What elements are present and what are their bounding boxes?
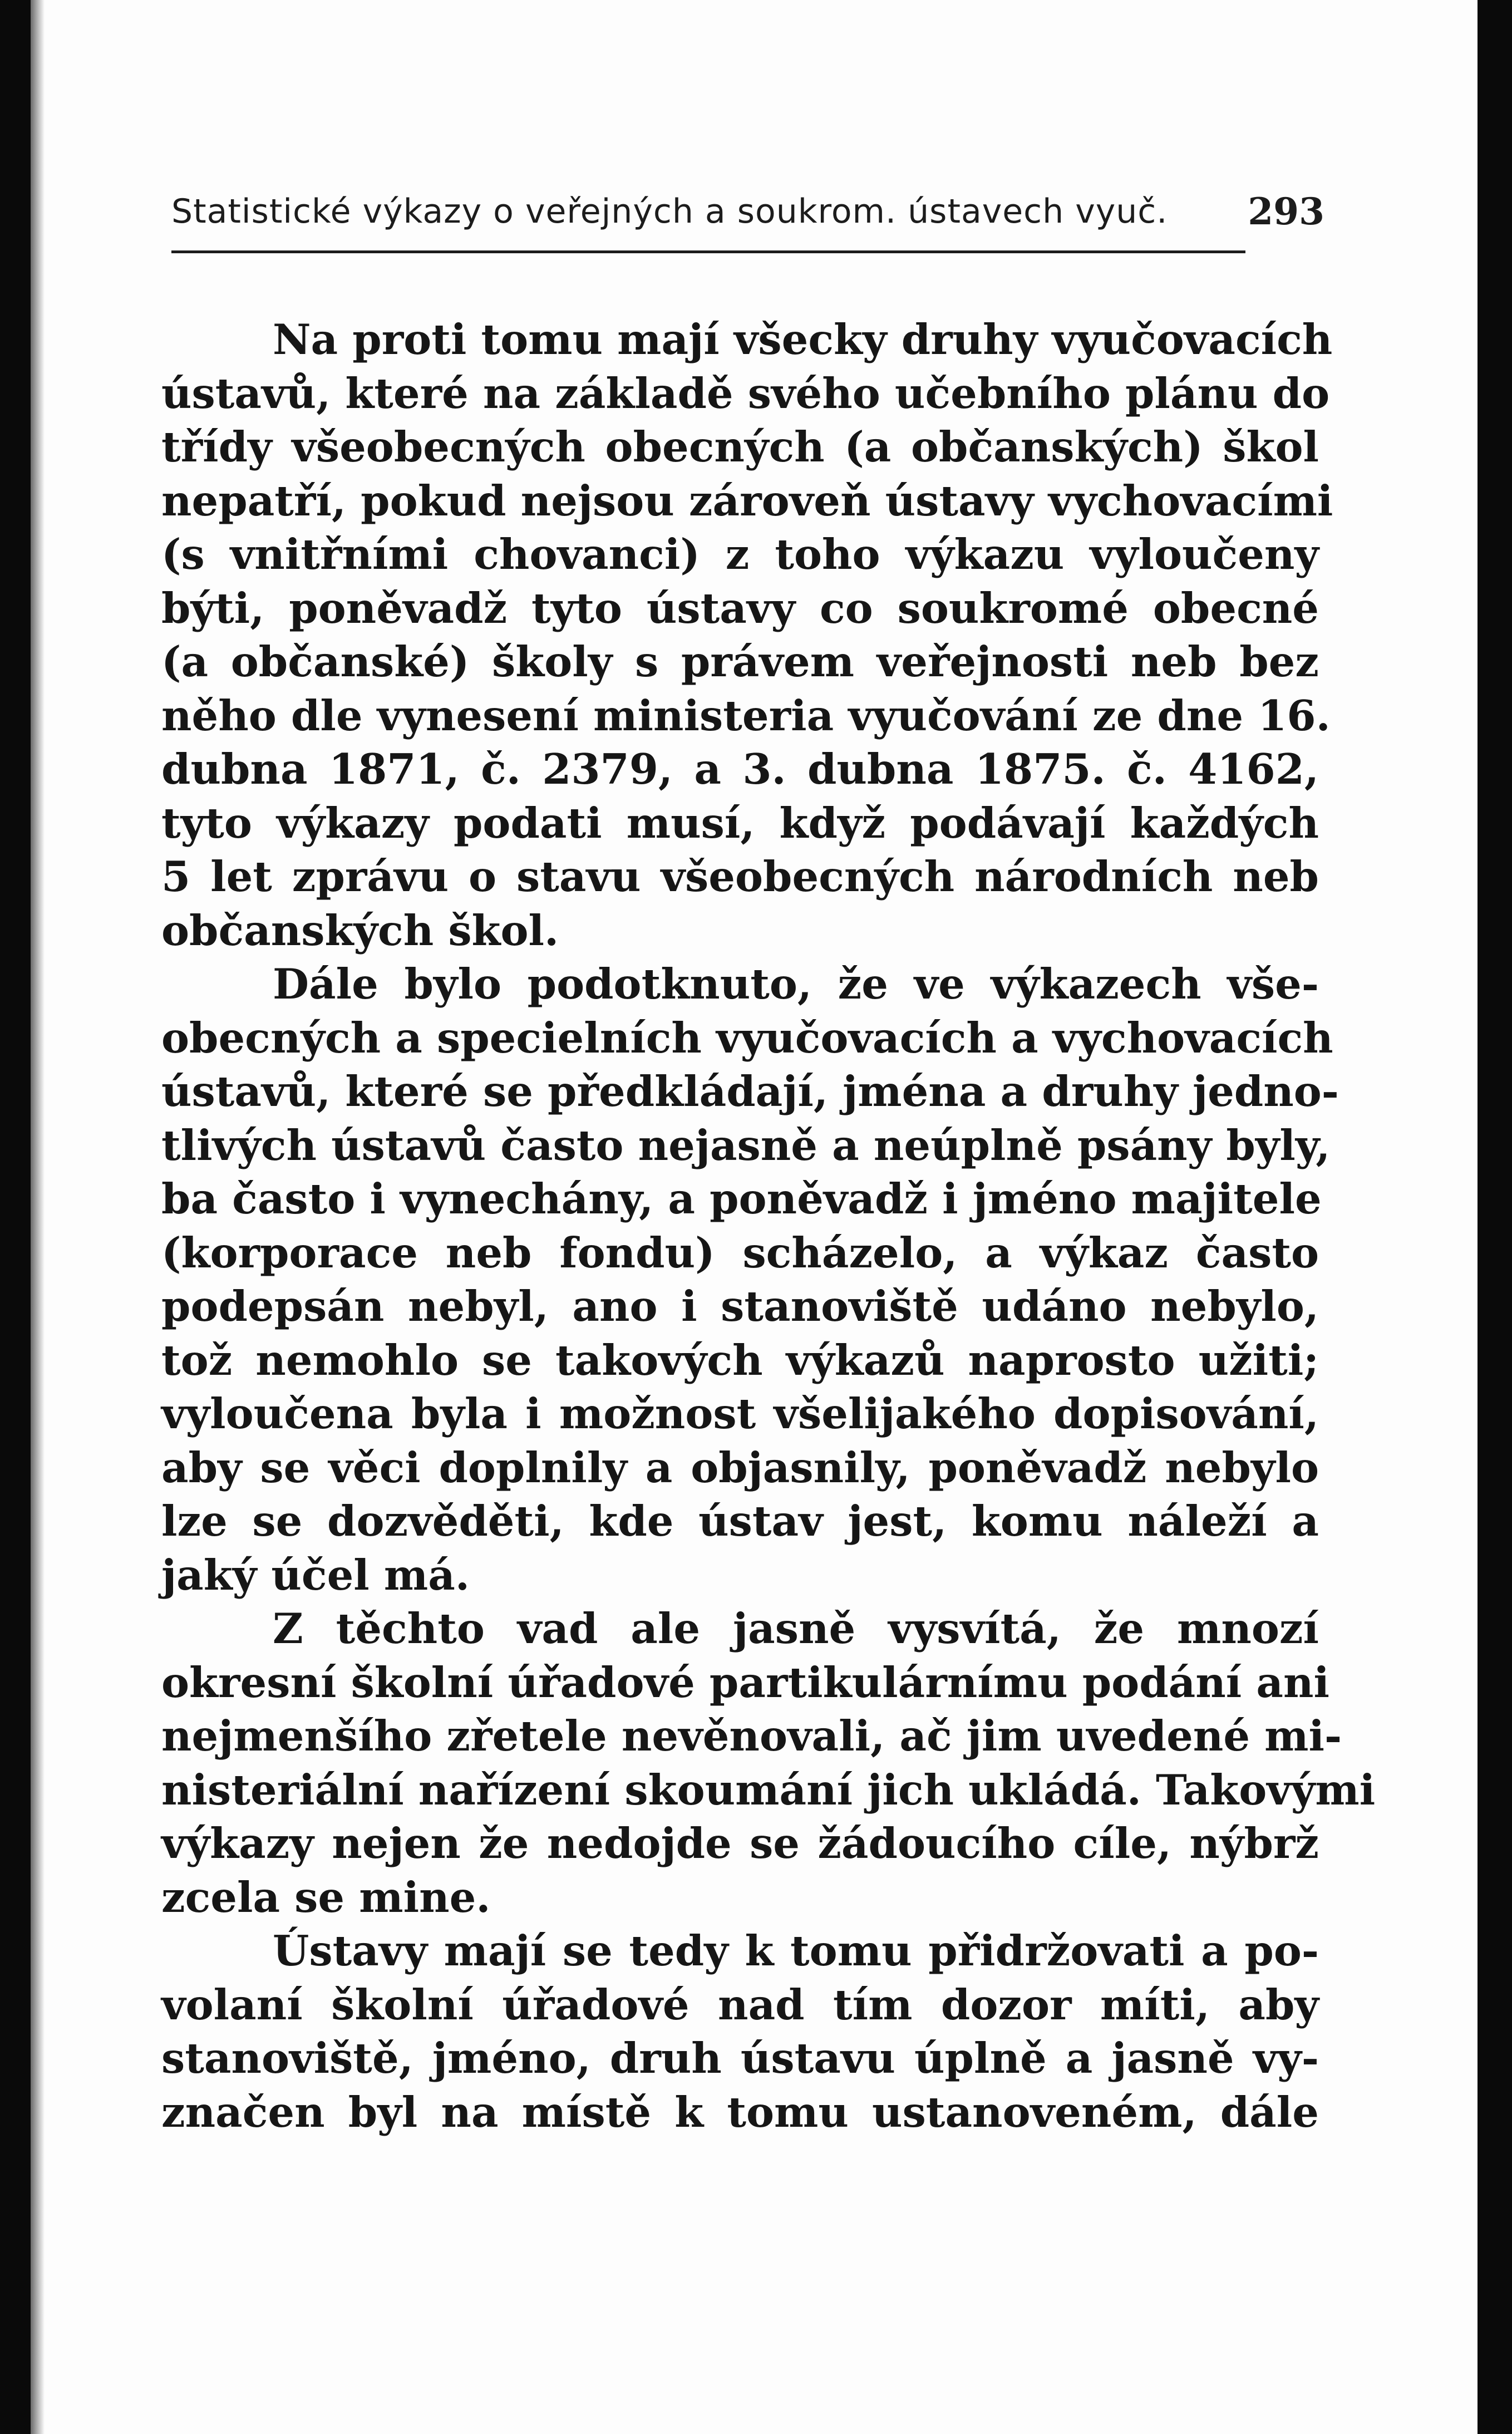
text-line: něho dle vynesení ministeria vyučování ze dne 16. xyxy=(161,691,1331,740)
text-line: nepatří, pokud nejsou zároveň ústavy vychovacími xyxy=(161,476,1333,525)
running-title: Statistické výkazy o veřejných a soukrom. ústavech vyuč. xyxy=(171,192,1168,231)
body-text xyxy=(161,313,1376,2139)
text-line: ba často i vynechány, a poněvadž i jméno majitele xyxy=(161,1174,1322,1223)
text-line: aby se věci doplnily a objasnily, poněvadž nebylo xyxy=(161,1443,1319,1492)
text-line: okresní školní úřadové partikulárnímu podání ani xyxy=(161,1658,1329,1707)
page-header xyxy=(171,186,1324,237)
text-line: podepsán nebyl, ano i stanoviště udáno nebylo, xyxy=(161,1282,1319,1331)
text-line: lze se dozvěděti, kde ústav jest, komu náleží a xyxy=(161,1497,1319,1546)
text-line: Ústavy mají se tedy k tomu přidržovati a po- xyxy=(273,1926,1319,1975)
text-line: ústavů, které se předkládají, jména a druhy jedno- xyxy=(161,1067,1339,1116)
text-line: výkazy nejen že nedojde se žádoucího cíle, nýbrž xyxy=(161,1819,1319,1868)
paragraph-4 xyxy=(161,1924,1319,2139)
text-line: jaký účel má. xyxy=(161,1550,470,1600)
text-line: volaní školní úřadové nad tím dozor míti, aby xyxy=(161,1980,1319,2029)
text-line: stanoviště, jméno, druh ústavu úplně a jasně vy- xyxy=(161,2034,1319,2083)
text-line: (s vnitřními chovanci) z toho výkazu vyloučeny xyxy=(161,530,1319,579)
page-number: 293 xyxy=(1248,190,1324,233)
text-line: 5 let zprávu o stavu všeobecných národních neb xyxy=(161,852,1319,901)
paragraph-2 xyxy=(161,957,1339,1602)
page-binding-shadow xyxy=(31,0,45,2434)
page-binding-edge xyxy=(0,0,31,2434)
text-line: (a občanské) školy s právem veřejnosti neb bez xyxy=(161,637,1319,686)
text-line: obecných a specielních vyučovacích a vychovacích xyxy=(161,1013,1333,1063)
page-outer-edge xyxy=(1477,0,1512,2434)
text-line: (korporace neb fondu) scházelo, a výkaz často xyxy=(161,1228,1319,1277)
text-line: býti, poněvadž tyto ústavy co soukromé obecné xyxy=(161,583,1319,633)
text-line: dubna 1871, č. 2379, a 3. dubna 1875. č. 4162, xyxy=(161,745,1319,794)
text-line: nisteriální nařízení skoumání jich ukládá. Takovými xyxy=(161,1765,1376,1815)
paragraph-1 xyxy=(161,313,1333,957)
text-line: nejmenšího zřetele nevěnovali, ač jim uvedené mi- xyxy=(161,1712,1342,1761)
text-line: třídy všeobecných obecných (a občanských) škol xyxy=(161,422,1319,471)
paragraph-3 xyxy=(161,1602,1376,1924)
text-line: zcela se mine. xyxy=(161,1872,491,1922)
text-line: ústavů, které na základě svého učebního plánu do xyxy=(161,368,1330,418)
text-line: značen byl na místě k tomu ustanoveném, dále xyxy=(161,2087,1319,2137)
text-line: Na proti tomu mají všecky druhy vyučovacích xyxy=(273,315,1333,364)
text-line: tož nemohlo se takových výkazů naprosto užiti; xyxy=(161,1335,1319,1385)
text-line: vyloučena byla i možnost všelijakého dopisování, xyxy=(161,1389,1319,1438)
header-rule xyxy=(171,250,1245,253)
text-line: občanských škol. xyxy=(161,906,559,955)
text-line: tlivých ústavů často nejasně a neúplně psány byly, xyxy=(161,1120,1331,1170)
text-line: Dále bylo podotknuto, že ve výkazech vše- xyxy=(273,960,1319,1009)
text-line: tyto výkazy podati musí, když podávají každých xyxy=(161,798,1319,848)
text-line: Z těchto vad ale jasně vysvítá, že mnozí xyxy=(273,1604,1319,1653)
